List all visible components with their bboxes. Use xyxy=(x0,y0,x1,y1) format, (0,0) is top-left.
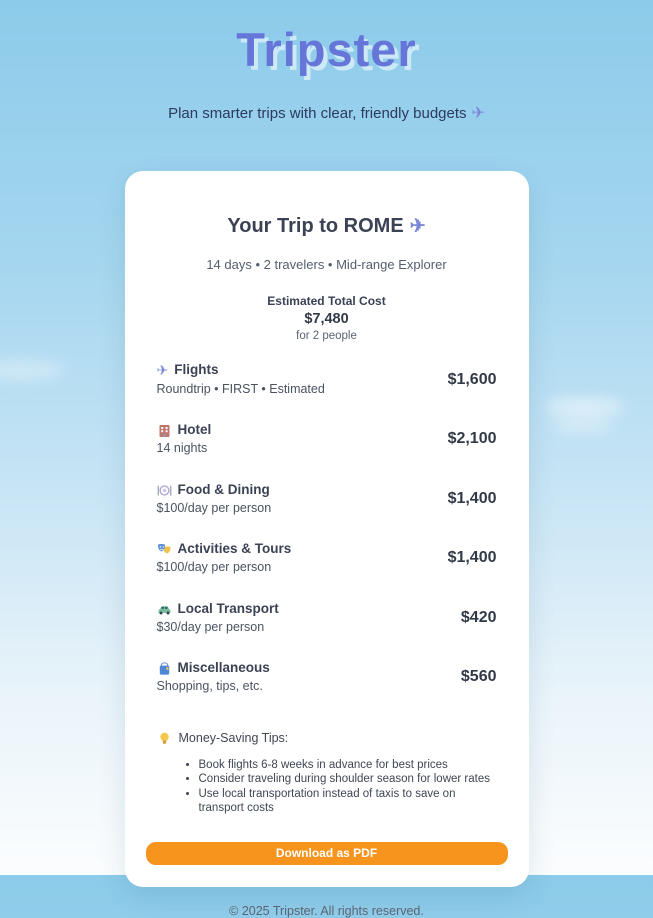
item-detail: $100/day per person xyxy=(156,560,272,574)
item-amount: $2,100 xyxy=(447,430,497,448)
lightbulb-icon xyxy=(157,731,172,746)
item-detail: Shopping, tips, etc. xyxy=(156,679,263,693)
budget-item-local-transport xyxy=(157,601,497,636)
download-pdf-button[interactable]: Download as PDF xyxy=(146,842,508,865)
airplane-icon: ✈ xyxy=(156,362,169,378)
total-cost-note: for 2 people xyxy=(296,330,357,342)
item-amount: $420 xyxy=(460,608,497,626)
budget-item-hotel xyxy=(157,422,497,457)
trip-title xyxy=(155,215,499,238)
item-name: Local Transport xyxy=(177,600,279,616)
tips-title: Money-Saving Tips: xyxy=(178,731,289,746)
cloud-decoration xyxy=(0,360,65,380)
trip-title-text: Your Trip to ROME xyxy=(227,215,404,237)
item-detail: $30/day per person xyxy=(156,619,265,634)
page-footer xyxy=(0,904,653,918)
hotel-icon xyxy=(157,423,172,438)
item-name: Flights xyxy=(174,362,219,378)
total-cost-block xyxy=(155,294,499,342)
tip-item: • Use local transportation instead of taxis to save on transport costs xyxy=(199,787,497,816)
item-name: Miscellaneous xyxy=(177,660,270,676)
item-amount: $560 xyxy=(460,668,497,686)
item-amount: $1,600 xyxy=(447,370,497,388)
app-title: Tripster xyxy=(236,23,417,76)
cloud-decoration xyxy=(545,398,625,416)
item-amount: $1,400 xyxy=(447,489,497,507)
budget-item-activities-tours xyxy=(157,541,497,576)
budget-items-list xyxy=(155,362,499,695)
tagline xyxy=(0,103,653,123)
item-amount: $1,400 xyxy=(447,549,497,567)
airplane-icon: ✈ xyxy=(471,105,485,122)
item-detail: $100/day per person xyxy=(156,500,272,515)
total-cost-label: Estimated Total Cost xyxy=(267,294,386,308)
tagline-text: Plan smarter trips with clear, friendly budgets xyxy=(168,105,467,122)
total-cost-amount: $7,480 xyxy=(304,311,349,327)
money-saving-tips xyxy=(155,731,499,816)
budget-item-miscellaneous xyxy=(157,660,497,695)
theater-masks-icon xyxy=(157,542,172,557)
shopping-bag-icon xyxy=(157,661,172,676)
tip-item: • Consider traveling during shoulder season for lower rates xyxy=(199,772,497,787)
airplane-icon: ✈ xyxy=(409,216,426,237)
car-icon xyxy=(157,602,172,617)
item-name: Food & Dining xyxy=(177,481,270,497)
trip-meta: 14 days • 2 travelers • Mid-range Explorer xyxy=(206,257,447,272)
dining-icon xyxy=(157,483,172,498)
item-name: Hotel xyxy=(177,422,212,438)
item-detail: 14 nights xyxy=(156,441,208,455)
copyright-text: © 2025 Tripster. All rights reserved. xyxy=(229,903,424,918)
budget-item-food-dining xyxy=(157,482,497,517)
item-detail: Roundtrip • FIRST • Estimated xyxy=(156,381,325,396)
tip-item: • Book flights 6-8 weeks in advance for best prices xyxy=(199,758,497,773)
cloud-decoration xyxy=(553,418,613,432)
tips-list xyxy=(199,758,497,816)
budget-item-flights xyxy=(157,362,497,397)
item-name: Activities & Tours xyxy=(177,541,292,557)
trip-budget-card xyxy=(125,171,529,887)
page-header xyxy=(0,0,653,123)
